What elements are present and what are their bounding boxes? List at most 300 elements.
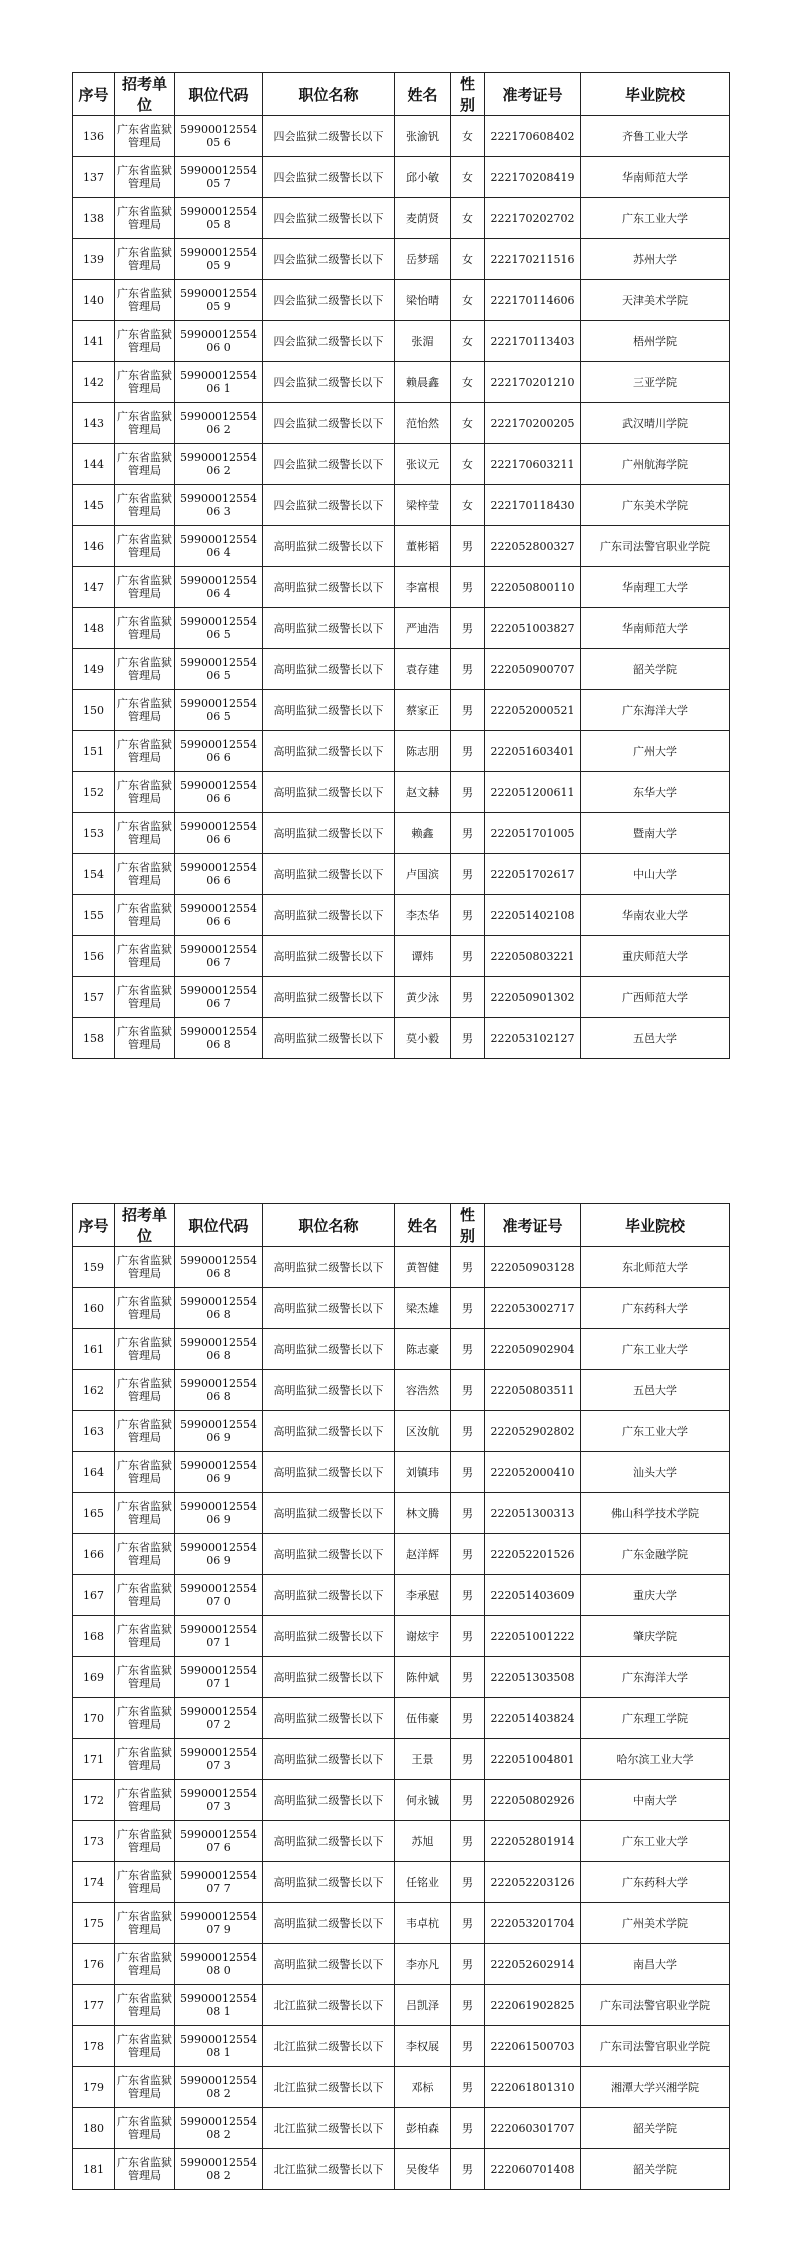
cell-gender: 女 bbox=[451, 444, 485, 485]
table-row bbox=[73, 854, 730, 895]
header-position-name: 职位名称 bbox=[263, 1204, 395, 1247]
cell-gender: 女 bbox=[451, 362, 485, 403]
table-row bbox=[73, 1616, 730, 1657]
table-row bbox=[73, 280, 730, 321]
table-row bbox=[73, 1018, 730, 1059]
cell-seq: 148 bbox=[73, 608, 115, 649]
cell-position-code: 5990001255406 6 bbox=[175, 731, 263, 772]
cell-unit: 广东省监狱管理局 bbox=[115, 1616, 175, 1657]
cell-position-name: 高明监狱二级警长以下 bbox=[263, 1903, 395, 1944]
cell-unit: 广东省监狱管理局 bbox=[115, 1780, 175, 1821]
cell-exam-id: 222170201210 bbox=[485, 362, 581, 403]
cell-name: 黄智健 bbox=[395, 1247, 451, 1288]
cell-unit: 广东省监狱管理局 bbox=[115, 2108, 175, 2149]
cell-seq: 137 bbox=[73, 157, 115, 198]
cell-unit: 广东省监狱管理局 bbox=[115, 403, 175, 444]
cell-position-code: 5990001255405 7 bbox=[175, 157, 263, 198]
cell-gender: 女 bbox=[451, 280, 485, 321]
table-row bbox=[73, 1575, 730, 1616]
cell-seq: 158 bbox=[73, 1018, 115, 1059]
cell-gender: 男 bbox=[451, 1018, 485, 1059]
cell-gender: 男 bbox=[451, 1616, 485, 1657]
table-row bbox=[73, 772, 730, 813]
cell-school: 广东药科大学 bbox=[581, 1288, 730, 1329]
cell-seq: 139 bbox=[73, 239, 115, 280]
cell-unit: 广东省监狱管理局 bbox=[115, 1288, 175, 1329]
cell-exam-id: 222053201704 bbox=[485, 1903, 581, 1944]
cell-position-name: 高明监狱二级警长以下 bbox=[263, 936, 395, 977]
table-row bbox=[73, 567, 730, 608]
cell-gender: 男 bbox=[451, 936, 485, 977]
cell-name: 麦荫贤 bbox=[395, 198, 451, 239]
header-gender: 性别 bbox=[451, 73, 485, 116]
cell-exam-id: 222051300313 bbox=[485, 1493, 581, 1534]
cell-seq: 146 bbox=[73, 526, 115, 567]
cell-position-code: 5990001255407 7 bbox=[175, 1862, 263, 1903]
cell-seq: 160 bbox=[73, 1288, 115, 1329]
cell-school: 广东药科大学 bbox=[581, 1862, 730, 1903]
cell-position-code: 5990001255406 2 bbox=[175, 444, 263, 485]
cell-position-code: 5990001255406 3 bbox=[175, 485, 263, 526]
cell-position-code: 5990001255405 8 bbox=[175, 198, 263, 239]
cell-position-name: 高明监狱二级警长以下 bbox=[263, 1288, 395, 1329]
cell-school: 湘潭大学兴湘学院 bbox=[581, 2067, 730, 2108]
cell-unit: 广东省监狱管理局 bbox=[115, 1247, 175, 1288]
cell-position-name: 北江监狱二级警长以下 bbox=[263, 2026, 395, 2067]
cell-gender: 女 bbox=[451, 116, 485, 157]
table-row bbox=[73, 2149, 730, 2190]
cell-position-name: 高明监狱二级警长以下 bbox=[263, 567, 395, 608]
cell-seq: 166 bbox=[73, 1534, 115, 1575]
cell-position-code: 5990001255405 9 bbox=[175, 239, 263, 280]
cell-unit: 广东省监狱管理局 bbox=[115, 936, 175, 977]
cell-gender: 男 bbox=[451, 1247, 485, 1288]
cell-exam-id: 222052801914 bbox=[485, 1821, 581, 1862]
cell-position-name: 四会监狱二级警长以下 bbox=[263, 362, 395, 403]
cell-exam-id: 222050802926 bbox=[485, 1780, 581, 1821]
cell-exam-id: 222050901302 bbox=[485, 977, 581, 1018]
cell-seq: 179 bbox=[73, 2067, 115, 2108]
cell-gender: 男 bbox=[451, 1821, 485, 1862]
cell-gender: 男 bbox=[451, 731, 485, 772]
table-row bbox=[73, 1903, 730, 1944]
cell-position-name: 高明监狱二级警长以下 bbox=[263, 526, 395, 567]
cell-position-name: 高明监狱二级警长以下 bbox=[263, 854, 395, 895]
cell-name: 梁杰雄 bbox=[395, 1288, 451, 1329]
cell-seq: 150 bbox=[73, 690, 115, 731]
cell-position-name: 高明监狱二级警长以下 bbox=[263, 1411, 395, 1452]
cell-seq: 177 bbox=[73, 1985, 115, 2026]
table-row bbox=[73, 116, 730, 157]
cell-gender: 女 bbox=[451, 157, 485, 198]
cell-name: 赵洋辉 bbox=[395, 1534, 451, 1575]
cell-position-code: 5990001255406 5 bbox=[175, 608, 263, 649]
cell-exam-id: 222061902825 bbox=[485, 1985, 581, 2026]
cell-position-code: 5990001255406 9 bbox=[175, 1534, 263, 1575]
cell-gender: 男 bbox=[451, 1534, 485, 1575]
header-name: 姓名 bbox=[395, 73, 451, 116]
cell-seq: 181 bbox=[73, 2149, 115, 2190]
cell-gender: 男 bbox=[451, 854, 485, 895]
table-row bbox=[73, 403, 730, 444]
cell-name: 韦卓杭 bbox=[395, 1903, 451, 1944]
cell-seq: 142 bbox=[73, 362, 115, 403]
cell-exam-id: 222051003827 bbox=[485, 608, 581, 649]
cell-exam-id: 222052800327 bbox=[485, 526, 581, 567]
cell-position-name: 高明监狱二级警长以下 bbox=[263, 731, 395, 772]
cell-school: 暨南大学 bbox=[581, 813, 730, 854]
table-row bbox=[73, 1657, 730, 1698]
cell-school: 广东理工学院 bbox=[581, 1698, 730, 1739]
cell-position-name: 高明监狱二级警长以下 bbox=[263, 1534, 395, 1575]
cell-position-code: 5990001255408 2 bbox=[175, 2108, 263, 2149]
cell-position-code: 5990001255408 1 bbox=[175, 2026, 263, 2067]
header-unit: 招考单位 bbox=[115, 73, 175, 116]
cell-gender: 男 bbox=[451, 977, 485, 1018]
table-row bbox=[73, 1985, 730, 2026]
cell-exam-id: 222170200205 bbox=[485, 403, 581, 444]
cell-exam-id: 222170114606 bbox=[485, 280, 581, 321]
cell-unit: 广东省监狱管理局 bbox=[115, 1944, 175, 1985]
cell-school: 广东金融学院 bbox=[581, 1534, 730, 1575]
cell-unit: 广东省监狱管理局 bbox=[115, 198, 175, 239]
cell-exam-id: 222051200611 bbox=[485, 772, 581, 813]
cell-seq: 169 bbox=[73, 1657, 115, 1698]
roster-table-2 bbox=[72, 1203, 730, 2190]
table-row bbox=[73, 198, 730, 239]
cell-exam-id: 222061500703 bbox=[485, 2026, 581, 2067]
cell-exam-id: 222051004801 bbox=[485, 1739, 581, 1780]
cell-name: 蔡家正 bbox=[395, 690, 451, 731]
cell-position-code: 5990001255406 9 bbox=[175, 1411, 263, 1452]
cell-gender: 男 bbox=[451, 649, 485, 690]
table-row bbox=[73, 731, 730, 772]
cell-exam-id: 222051701005 bbox=[485, 813, 581, 854]
table-row bbox=[73, 1944, 730, 1985]
cell-school: 广东司法警官职业学院 bbox=[581, 526, 730, 567]
cell-position-code: 5990001255408 1 bbox=[175, 1985, 263, 2026]
cell-position-code: 5990001255406 8 bbox=[175, 1288, 263, 1329]
table-row bbox=[73, 977, 730, 1018]
cell-seq: 165 bbox=[73, 1493, 115, 1534]
table-row bbox=[73, 321, 730, 362]
cell-unit: 广东省监狱管理局 bbox=[115, 362, 175, 403]
cell-seq: 164 bbox=[73, 1452, 115, 1493]
table-row bbox=[73, 1288, 730, 1329]
header-position-code: 职位代码 bbox=[175, 1204, 263, 1247]
cell-position-code: 5990001255405 9 bbox=[175, 280, 263, 321]
cell-seq: 163 bbox=[73, 1411, 115, 1452]
cell-name: 彭柏森 bbox=[395, 2108, 451, 2149]
cell-unit: 广东省监狱管理局 bbox=[115, 1657, 175, 1698]
cell-position-name: 高明监狱二级警长以下 bbox=[263, 813, 395, 854]
cell-gender: 男 bbox=[451, 1370, 485, 1411]
cell-name: 容浩然 bbox=[395, 1370, 451, 1411]
cell-gender: 男 bbox=[451, 2067, 485, 2108]
cell-exam-id: 222170211516 bbox=[485, 239, 581, 280]
cell-name: 李亦凡 bbox=[395, 1944, 451, 1985]
cell-seq: 151 bbox=[73, 731, 115, 772]
cell-exam-id: 222051603401 bbox=[485, 731, 581, 772]
cell-position-code: 5990001255406 5 bbox=[175, 649, 263, 690]
cell-name: 梁怡晴 bbox=[395, 280, 451, 321]
header-gender: 性别 bbox=[451, 1204, 485, 1247]
cell-unit: 广东省监狱管理局 bbox=[115, 690, 175, 731]
cell-school: 三亚学院 bbox=[581, 362, 730, 403]
cell-name: 谢炫宇 bbox=[395, 1616, 451, 1657]
cell-name: 张渝钒 bbox=[395, 116, 451, 157]
cell-school: 佛山科学技术学院 bbox=[581, 1493, 730, 1534]
cell-gender: 女 bbox=[451, 403, 485, 444]
table-row bbox=[73, 239, 730, 280]
cell-unit: 广东省监狱管理局 bbox=[115, 813, 175, 854]
cell-seq: 173 bbox=[73, 1821, 115, 1862]
cell-position-name: 高明监狱二级警长以下 bbox=[263, 1247, 395, 1288]
cell-exam-id: 222053102127 bbox=[485, 1018, 581, 1059]
cell-position-code: 5990001255407 2 bbox=[175, 1698, 263, 1739]
cell-gender: 男 bbox=[451, 1493, 485, 1534]
cell-unit: 广东省监狱管理局 bbox=[115, 895, 175, 936]
cell-position-name: 高明监狱二级警长以下 bbox=[263, 1739, 395, 1780]
cell-name: 莫小毅 bbox=[395, 1018, 451, 1059]
cell-seq: 180 bbox=[73, 2108, 115, 2149]
cell-unit: 广东省监狱管理局 bbox=[115, 1862, 175, 1903]
cell-name: 赖鑫 bbox=[395, 813, 451, 854]
cell-unit: 广东省监狱管理局 bbox=[115, 2026, 175, 2067]
cell-seq: 143 bbox=[73, 403, 115, 444]
cell-unit: 广东省监狱管理局 bbox=[115, 1534, 175, 1575]
cell-school: 广东工业大学 bbox=[581, 1411, 730, 1452]
cell-exam-id: 222052201526 bbox=[485, 1534, 581, 1575]
cell-exam-id: 222050803511 bbox=[485, 1370, 581, 1411]
cell-position-name: 高明监狱二级警长以下 bbox=[263, 1657, 395, 1698]
cell-position-name: 四会监狱二级警长以下 bbox=[263, 198, 395, 239]
cell-unit: 广东省监狱管理局 bbox=[115, 526, 175, 567]
cell-school: 哈尔滨工业大学 bbox=[581, 1739, 730, 1780]
cell-position-code: 5990001255406 9 bbox=[175, 1493, 263, 1534]
table-row bbox=[73, 2026, 730, 2067]
cell-exam-id: 222050803221 bbox=[485, 936, 581, 977]
cell-exam-id: 222170208419 bbox=[485, 157, 581, 198]
cell-unit: 广东省监狱管理局 bbox=[115, 444, 175, 485]
cell-name: 李承慰 bbox=[395, 1575, 451, 1616]
cell-position-name: 北江监狱二级警长以下 bbox=[263, 1985, 395, 2026]
cell-gender: 女 bbox=[451, 198, 485, 239]
cell-gender: 男 bbox=[451, 1575, 485, 1616]
cell-position-name: 北江监狱二级警长以下 bbox=[263, 2108, 395, 2149]
cell-seq: 140 bbox=[73, 280, 115, 321]
cell-gender: 男 bbox=[451, 813, 485, 854]
cell-name: 张湄 bbox=[395, 321, 451, 362]
cell-gender: 男 bbox=[451, 1903, 485, 1944]
cell-name: 陈志豪 bbox=[395, 1329, 451, 1370]
cell-seq: 155 bbox=[73, 895, 115, 936]
cell-position-code: 5990001255406 7 bbox=[175, 936, 263, 977]
cell-seq: 145 bbox=[73, 485, 115, 526]
cell-seq: 159 bbox=[73, 1247, 115, 1288]
table-row bbox=[73, 1534, 730, 1575]
roster-body-1 bbox=[73, 116, 730, 1059]
cell-exam-id: 222170118430 bbox=[485, 485, 581, 526]
header-seq: 序号 bbox=[73, 73, 115, 116]
cell-school: 广东工业大学 bbox=[581, 198, 730, 239]
cell-position-name: 北江监狱二级警长以下 bbox=[263, 2067, 395, 2108]
cell-school: 广东美术学院 bbox=[581, 485, 730, 526]
cell-position-code: 5990001255406 4 bbox=[175, 526, 263, 567]
cell-position-code: 5990001255407 1 bbox=[175, 1616, 263, 1657]
cell-gender: 男 bbox=[451, 1329, 485, 1370]
cell-position-code: 5990001255408 2 bbox=[175, 2149, 263, 2190]
table-row bbox=[73, 2067, 730, 2108]
cell-unit: 广东省监狱管理局 bbox=[115, 1698, 175, 1739]
cell-school: 华南农业大学 bbox=[581, 895, 730, 936]
cell-seq: 172 bbox=[73, 1780, 115, 1821]
cell-gender: 男 bbox=[451, 1944, 485, 1985]
cell-unit: 广东省监狱管理局 bbox=[115, 157, 175, 198]
cell-unit: 广东省监狱管理局 bbox=[115, 731, 175, 772]
table-row bbox=[73, 690, 730, 731]
cell-position-code: 5990001255408 2 bbox=[175, 2067, 263, 2108]
cell-exam-id: 222052602914 bbox=[485, 1944, 581, 1985]
cell-position-code: 5990001255407 9 bbox=[175, 1903, 263, 1944]
cell-unit: 广东省监狱管理局 bbox=[115, 1985, 175, 2026]
cell-position-name: 高明监狱二级警长以下 bbox=[263, 1944, 395, 1985]
cell-exam-id: 222170603211 bbox=[485, 444, 581, 485]
cell-name: 岳梦瑶 bbox=[395, 239, 451, 280]
table-row bbox=[73, 1452, 730, 1493]
cell-unit: 广东省监狱管理局 bbox=[115, 2149, 175, 2190]
table-row bbox=[73, 526, 730, 567]
cell-seq: 162 bbox=[73, 1370, 115, 1411]
cell-position-code: 5990001255406 6 bbox=[175, 813, 263, 854]
header-position-name: 职位名称 bbox=[263, 73, 395, 116]
cell-name: 袁存建 bbox=[395, 649, 451, 690]
cell-position-code: 5990001255406 2 bbox=[175, 403, 263, 444]
cell-exam-id: 222060701408 bbox=[485, 2149, 581, 2190]
cell-unit: 广东省监狱管理局 bbox=[115, 1452, 175, 1493]
cell-name: 张议元 bbox=[395, 444, 451, 485]
cell-gender: 男 bbox=[451, 1780, 485, 1821]
cell-position-code: 5990001255407 6 bbox=[175, 1821, 263, 1862]
table-row bbox=[73, 1739, 730, 1780]
header-seq: 序号 bbox=[73, 1204, 115, 1247]
cell-name: 李权展 bbox=[395, 2026, 451, 2067]
cell-name: 刘镇玮 bbox=[395, 1452, 451, 1493]
cell-position-name: 四会监狱二级警长以下 bbox=[263, 444, 395, 485]
cell-unit: 广东省监狱管理局 bbox=[115, 1821, 175, 1862]
cell-name: 严迪浩 bbox=[395, 608, 451, 649]
cell-gender: 女 bbox=[451, 239, 485, 280]
cell-gender: 男 bbox=[451, 1698, 485, 1739]
table-row bbox=[73, 649, 730, 690]
cell-position-name: 高明监狱二级警长以下 bbox=[263, 1698, 395, 1739]
cell-name: 黄少泳 bbox=[395, 977, 451, 1018]
cell-position-name: 高明监狱二级警长以下 bbox=[263, 1452, 395, 1493]
cell-name: 吕凯泽 bbox=[395, 1985, 451, 2026]
cell-exam-id: 222052000521 bbox=[485, 690, 581, 731]
cell-exam-id: 222050903128 bbox=[485, 1247, 581, 1288]
header-unit: 招考单位 bbox=[115, 1204, 175, 1247]
cell-seq: 144 bbox=[73, 444, 115, 485]
header-position-code: 职位代码 bbox=[175, 73, 263, 116]
cell-school: 重庆大学 bbox=[581, 1575, 730, 1616]
cell-gender: 男 bbox=[451, 1288, 485, 1329]
cell-position-name: 四会监狱二级警长以下 bbox=[263, 116, 395, 157]
cell-position-name: 四会监狱二级警长以下 bbox=[263, 321, 395, 362]
cell-seq: 178 bbox=[73, 2026, 115, 2067]
cell-school: 韶关学院 bbox=[581, 649, 730, 690]
cell-unit: 广东省监狱管理局 bbox=[115, 649, 175, 690]
table-row bbox=[73, 1821, 730, 1862]
cell-school: 广东司法警官职业学院 bbox=[581, 2026, 730, 2067]
cell-school: 苏州大学 bbox=[581, 239, 730, 280]
cell-unit: 广东省监狱管理局 bbox=[115, 977, 175, 1018]
cell-school: 广东海洋大学 bbox=[581, 1657, 730, 1698]
cell-unit: 广东省监狱管理局 bbox=[115, 608, 175, 649]
cell-school: 广州美术学院 bbox=[581, 1903, 730, 1944]
cell-school: 广东司法警官职业学院 bbox=[581, 1985, 730, 2026]
cell-gender: 男 bbox=[451, 526, 485, 567]
cell-seq: 147 bbox=[73, 567, 115, 608]
cell-position-code: 5990001255406 6 bbox=[175, 772, 263, 813]
cell-gender: 男 bbox=[451, 2108, 485, 2149]
cell-position-name: 高明监狱二级警长以下 bbox=[263, 690, 395, 731]
cell-position-name: 高明监狱二级警长以下 bbox=[263, 1370, 395, 1411]
cell-school: 广东工业大学 bbox=[581, 1329, 730, 1370]
cell-seq: 141 bbox=[73, 321, 115, 362]
cell-gender: 女 bbox=[451, 485, 485, 526]
cell-exam-id: 222052000410 bbox=[485, 1452, 581, 1493]
cell-seq: 175 bbox=[73, 1903, 115, 1944]
cell-school: 华南师范大学 bbox=[581, 157, 730, 198]
cell-school: 广州航海学院 bbox=[581, 444, 730, 485]
cell-position-name: 高明监狱二级警长以下 bbox=[263, 1780, 395, 1821]
cell-gender: 男 bbox=[451, 690, 485, 731]
roster-body-2 bbox=[73, 1247, 730, 2190]
cell-exam-id: 222170113403 bbox=[485, 321, 581, 362]
cell-position-name: 高明监狱二级警长以下 bbox=[263, 1018, 395, 1059]
cell-school: 广西师范大学 bbox=[581, 977, 730, 1018]
cell-position-name: 四会监狱二级警长以下 bbox=[263, 485, 395, 526]
cell-school: 华南理工大学 bbox=[581, 567, 730, 608]
cell-school: 华南师范大学 bbox=[581, 608, 730, 649]
cell-position-code: 5990001255406 7 bbox=[175, 977, 263, 1018]
cell-unit: 广东省监狱管理局 bbox=[115, 1018, 175, 1059]
header-row bbox=[73, 1204, 730, 1247]
table-row bbox=[73, 1370, 730, 1411]
cell-position-name: 四会监狱二级警长以下 bbox=[263, 280, 395, 321]
table-row bbox=[73, 1493, 730, 1534]
cell-exam-id: 222052902802 bbox=[485, 1411, 581, 1452]
cell-position-name: 高明监狱二级警长以下 bbox=[263, 608, 395, 649]
cell-position-code: 5990001255407 3 bbox=[175, 1739, 263, 1780]
cell-seq: 154 bbox=[73, 854, 115, 895]
table-row bbox=[73, 157, 730, 198]
cell-gender: 男 bbox=[451, 1985, 485, 2026]
cell-seq: 149 bbox=[73, 649, 115, 690]
cell-position-name: 高明监狱二级警长以下 bbox=[263, 649, 395, 690]
cell-position-name: 高明监狱二级警长以下 bbox=[263, 977, 395, 1018]
cell-seq: 152 bbox=[73, 772, 115, 813]
cell-seq: 156 bbox=[73, 936, 115, 977]
cell-name: 谭炜 bbox=[395, 936, 451, 977]
cell-name: 赖晨鑫 bbox=[395, 362, 451, 403]
table-row bbox=[73, 362, 730, 403]
cell-school: 汕头大学 bbox=[581, 1452, 730, 1493]
cell-unit: 广东省监狱管理局 bbox=[115, 485, 175, 526]
cell-name: 梁梓莹 bbox=[395, 485, 451, 526]
cell-gender: 女 bbox=[451, 321, 485, 362]
